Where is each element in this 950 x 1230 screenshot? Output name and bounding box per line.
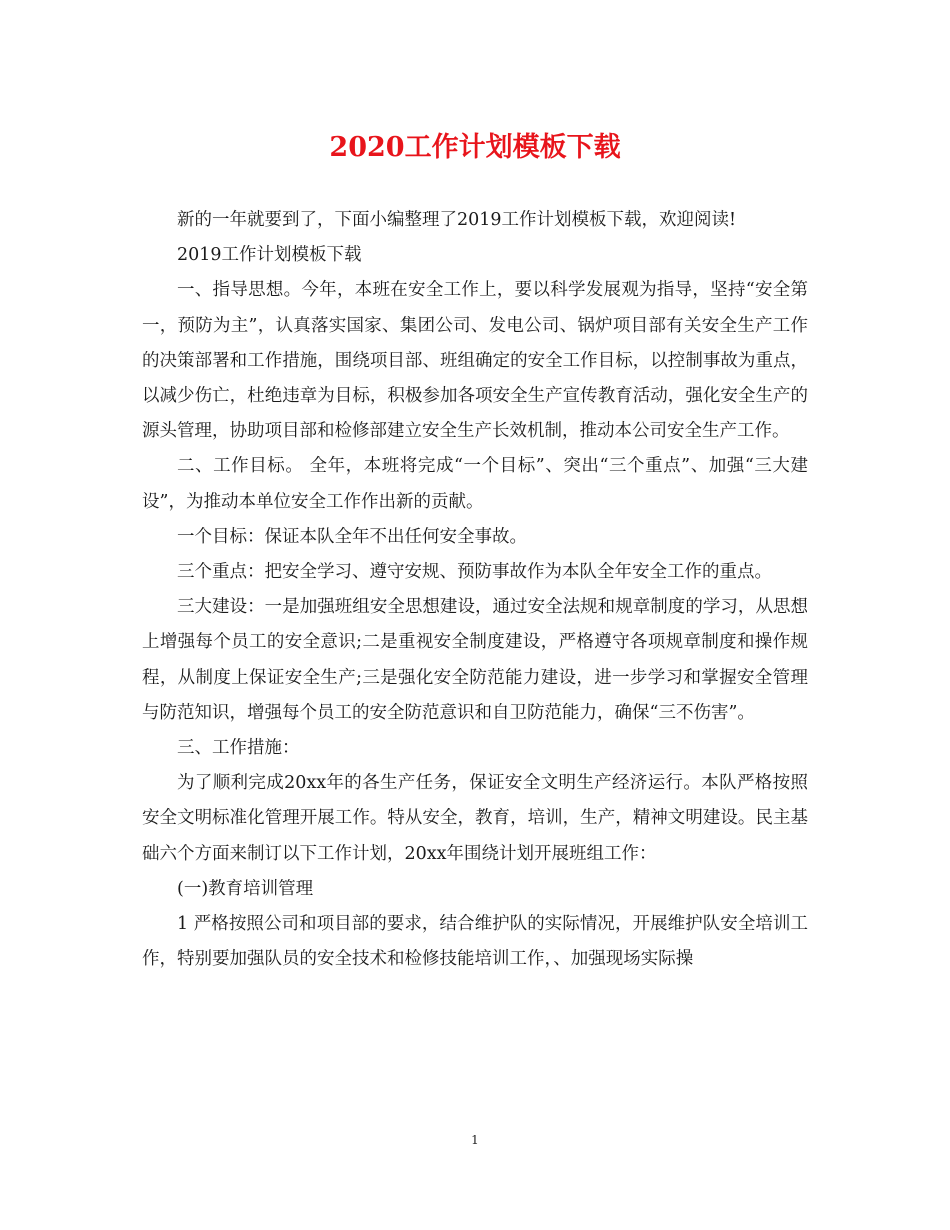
paragraph-subtitle: 2019工作计划模板下载: [177, 245, 362, 266]
paragraph-work-goals: 二、工作目标。 全年，本班将完成“一个目标”、突出“三个重点”、加强“三大建设”，为推动本单位安全工作作出新的贡献。: [142, 456, 808, 512]
paragraph-one-goal: 一个目标：保证本队全年不出任何安全事故。: [177, 526, 527, 547]
paragraph-three-constructions: 三大建设：一是加强班组安全思想建设，通过安全法规和规章制度的学习，从思想上增强每个员工的安全意识;二是重视安全制度建设，严格遵守各项规章制度和操作规程，从制度上保证安全生产;三是强化安全防范能力建设，进一步学习和掌握安全管理与防范知识，增强每个员工的安全防范意识和自卫防范能力，确保“三不伤害”。: [142, 597, 808, 723]
document-body: [142, 203, 808, 977]
paragraph-guiding-ideology: 一、指导思想。今年，本班在安全工作上，要以科学发展观为指导，坚持“安全第一，预防为主”，认真落实国家、集团公司、发电公司、锅炉项目部有关安全生产工作的决策部署和工作措施，围绕项目部、班组确定的安全工作目标，以控制事故为重点，以减少伤亡，杜绝违章为目标，积极参加各项安全生产宣传教育活动，强化安全生产的源头管理，协助项目部和检修部建立安全生产长效机制，推动本公司安全生产工作。: [142, 280, 808, 442]
paragraph-three-priorities: 三个重点：把安全学习、遵守安规、预防事故作为本队全年安全工作的重点。: [177, 562, 772, 583]
paragraph-measures-detail: 为了顺利完成20xx年的各生产任务，保证安全文明生产经济运行。本队严格按照安全文明标准化管理开展工作。特从安全，教育，培训，生产，精神文明建设。民主基础六个方面来制订以下工作计划，20xx年围绕计划开展班组工作：: [142, 773, 808, 864]
paragraph-work-measures: 三、工作措施：: [177, 738, 300, 759]
paragraph-intro: 新的一年就要到了，下面小编整理了2019工作计划模板下载，欢迎阅读!: [177, 210, 737, 230]
document-title: 2020工作计划模板下载: [329, 132, 621, 163]
paragraph-training-heading: (一)教育培训管理: [177, 878, 314, 899]
page-number: 1: [471, 1133, 479, 1147]
paragraph-training-item-1: 1 严格按照公司和项目部的要求，结合维护队的实际情况，开展维护队安全培训工作，特别要加强队员的安全技术和检修技能培训工作，、加强现场实际操: [142, 914, 808, 970]
